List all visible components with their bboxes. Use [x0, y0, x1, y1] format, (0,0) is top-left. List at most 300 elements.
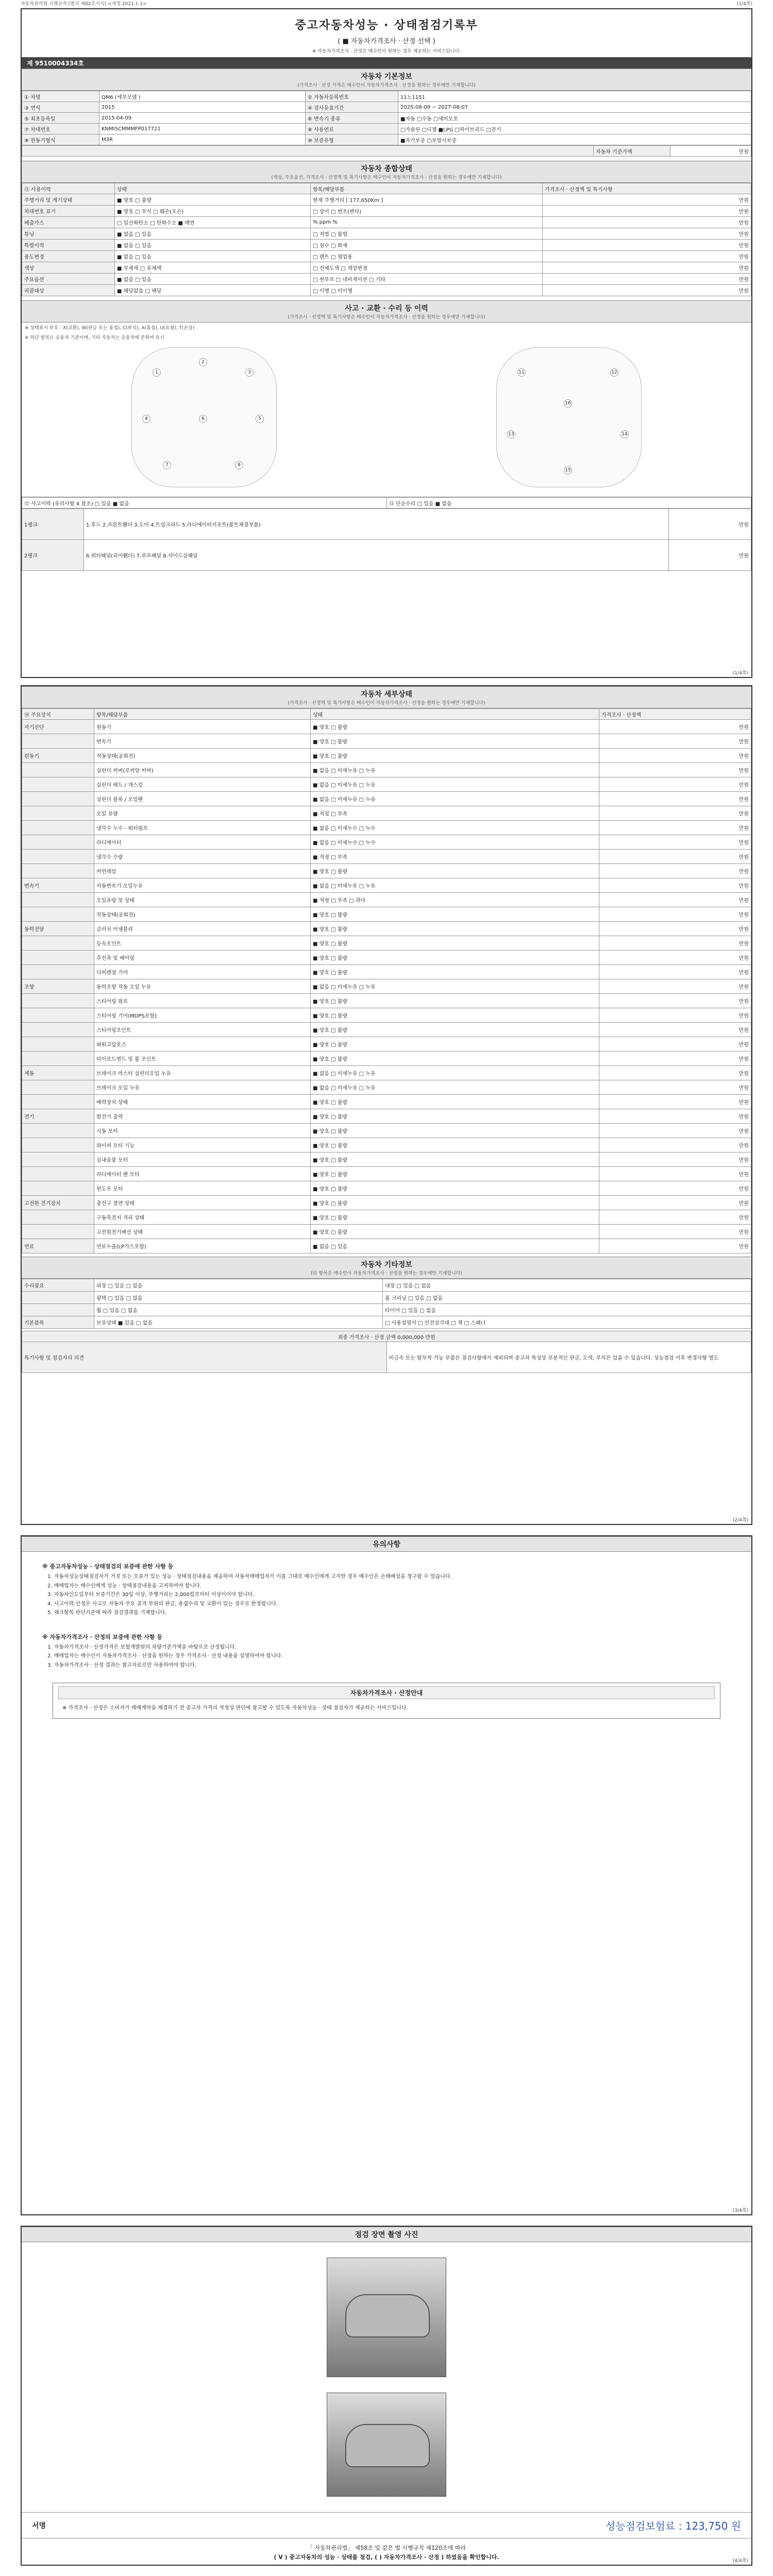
detail-status-row	[22, 1095, 751, 1109]
detail-price: 만원	[599, 792, 751, 806]
car-frame-view-right: 11 12 16 13 14 15	[496, 347, 642, 487]
detail-part: 냉각수 수량	[94, 850, 311, 864]
accident-legend: ※ 상태표시 부호 : X(교환), W(판금 또는 용접), C(부식), A(흠집), U(요철), T(손상)	[25, 326, 195, 331]
detail-device	[22, 864, 94, 878]
overall-status-row	[22, 251, 751, 262]
inspection-photo-2	[327, 2393, 446, 2497]
detail-part: 실린더 블록 / 오일팬	[94, 792, 311, 806]
detail-status-row	[22, 1153, 751, 1167]
overall-state: ■ 양호 □ 부식 □ 훼손(오손)	[115, 206, 311, 217]
simple-repair-value: ⑬ 단순수리 □ 있음 ■ 없음	[386, 498, 751, 509]
detail-price: 만원	[599, 994, 751, 1008]
detail-state: ■ 양호 □ 불량	[311, 1210, 599, 1225]
final-opinion: 최종 가격조사 · 산정 금액 0,000,000 만원 특기사항 및 점검자의 의견 비금속 또는 탈부착 가능 부품은 점검사항에서 제외되며 중고차 특성상 부분적인 판금, 도색, 부식은 있을 수 있습니다. 성능점검 이후 변경사항 별도	[22, 1331, 751, 1373]
basic-info-row	[22, 113, 751, 124]
detail-part: 고전원전기배선 상태	[94, 1225, 311, 1239]
overall-part: □ 상이 □ 변조(변타)	[311, 206, 543, 217]
overall-status-row	[22, 206, 751, 217]
detail-part: 구동축전지 격리 상태	[94, 1210, 311, 1225]
detail-device	[22, 1153, 94, 1167]
detail-device	[22, 763, 94, 777]
detail-price: 만원	[599, 907, 751, 922]
detail-status-row	[22, 1023, 751, 1037]
detail-status-row	[22, 821, 751, 835]
detail-price: 만원	[599, 936, 751, 951]
overall-part: □ 침수 □ 화재	[311, 240, 543, 251]
detail-price: 만원	[599, 821, 751, 835]
detail-price: 만원	[599, 835, 751, 850]
detail-state: ■ 없음 □ 미세누유 □ 누유	[311, 878, 599, 893]
notes-section-2-title: ※ 자동차가격조사 · 산정의 보증에 관한 사항 등	[42, 1633, 162, 1640]
detail-price: 만원	[599, 1052, 751, 1066]
detail-status-row	[22, 979, 751, 994]
price-guide-box	[53, 1683, 720, 1719]
other-item: 광택 □ 있음 □ 없음	[94, 1292, 383, 1304]
detail-col-header: 상태	[311, 709, 599, 720]
detail-state: ■ 양호 □ 불량	[311, 1109, 599, 1124]
detail-part: 오일 유량	[94, 806, 311, 821]
detail-status-row	[22, 951, 751, 965]
rank2-label: 2랭크	[22, 540, 84, 571]
overall-item-label: 리콜대상	[22, 285, 115, 296]
detail-price: 만원	[599, 893, 751, 907]
basic-label: ⑥ 변속기 종류	[306, 113, 398, 124]
detail-state: ■ 적정 □ 부족	[311, 850, 599, 864]
detail-status-row	[22, 1052, 751, 1066]
other-item: 룸 크리닝 □ 있음 □ 없음	[383, 1292, 751, 1304]
detail-price: 만원	[599, 1138, 751, 1153]
detail-state: ■ 양호 □ 불량	[311, 720, 599, 734]
notes-item: 2. 매매업자는 매수인이 자동차가격조사 · 산정을 원하는 경우 가격조사 · 산정 내용을 설명하여야 합니다.	[47, 1653, 283, 1659]
detail-status-row	[22, 777, 751, 792]
detail-part: 스티어링 기어(MDPS포함)	[94, 1008, 311, 1023]
basic-label: ① 차명	[22, 91, 99, 102]
detail-state: ■ 없음 □ 미세누유 □ 누유	[311, 979, 599, 994]
basic-label: ⑤ 최초등록일	[22, 113, 99, 124]
detail-state: ■ 적정 □ 부족 □ 과다	[311, 893, 599, 907]
detail-state: ■ 없음 □ 미세누유 □ 누유	[311, 1080, 599, 1095]
overall-status-row	[22, 194, 751, 206]
form-reference: 자동차관리법 시행규칙 [별지 제82호서식] <개정 2021.1.1>	[21, 2, 147, 7]
footer-certification: 「 자동차관리법」 제58조 및 같은 법 시행규칙 제120조에 따라 ( V ) 중고자동차의 성능 · 상태를 점검, ( ) 자동차가격조사 · 산정 ) 하였음을 확인합니다.	[274, 2545, 499, 2561]
other-item: □ 사용설명서 □ 안전삼각대 □ 잭 □ 스패너	[383, 1316, 751, 1329]
overall-status-table	[22, 183, 751, 296]
detail-device	[22, 1008, 94, 1023]
detail-device	[22, 994, 94, 1008]
detail-state: ■ 없음 □ 미세누유 □ 누유	[311, 777, 599, 792]
notes-section-1-title: ※ 중고자동차성능 · 상태점검의 보증에 관한 사항 등	[42, 1563, 174, 1570]
detail-col-header: 가격조사 · 산정액	[599, 709, 751, 720]
detail-price: 만원	[599, 878, 751, 893]
detail-status-row	[22, 1066, 751, 1080]
signature-label: 서명	[32, 2521, 46, 2530]
detail-part: 파워고압호스	[94, 1037, 311, 1052]
detail-status-row	[22, 1167, 751, 1181]
other-item: 타이어 □ 있음 □ 없음	[383, 1304, 751, 1316]
detail-status-row	[22, 806, 751, 821]
detail-part: 작동상태(공회전)	[94, 749, 311, 763]
basic-label: ⑧ 사용연료	[306, 124, 398, 134]
car-diagram	[22, 342, 751, 497]
detail-state: ■ 양호 □ 불량	[311, 965, 599, 979]
detail-price: 만원	[599, 777, 751, 792]
detail-part: 오일유량 및 상태	[94, 893, 311, 907]
detail-device	[22, 1124, 94, 1138]
detail-status-row	[22, 763, 751, 777]
detail-price: 만원	[599, 850, 751, 864]
overall-status-row	[22, 285, 751, 296]
basic-label: ⑨ 원동기형식	[22, 134, 99, 145]
detail-state: ■ 양호 □ 불량	[311, 1167, 599, 1181]
overall-item-label: 특별이력	[22, 240, 115, 251]
detail-device: 제동	[22, 1066, 94, 1080]
overall-price: 만원	[543, 240, 751, 251]
other-info-row	[22, 1292, 751, 1304]
detail-price: 만원	[599, 1124, 751, 1138]
detail-status-row	[22, 936, 751, 951]
other-item: 외장 □ 있음 □ 없음	[94, 1279, 383, 1292]
detail-device: 전기	[22, 1109, 94, 1124]
notes-item: 3. 자동차가격조사 · 산정 결과는 참고자료로만 사용하여야 합니다.	[47, 1662, 197, 1668]
detail-price: 만원	[599, 1181, 751, 1196]
notes-item: 4. 사고이력 인정은 사고로 자동차 주요 골격 부위의 판금, 용접수리 및 교환이 있는 경우로 한정합니다.	[47, 1601, 278, 1607]
detail-status-row	[22, 878, 751, 893]
overall-status-row	[22, 228, 751, 240]
accident-summary	[22, 497, 751, 509]
notes-body	[22, 1552, 751, 1676]
detail-price: 만원	[599, 749, 751, 763]
detail-state: ■ 없음 □ 미세누유 □ 누유	[311, 792, 599, 806]
basic-value: 2015	[99, 102, 306, 113]
detail-device: 연료	[22, 1239, 94, 1253]
detail-device	[22, 821, 94, 835]
detail-status-row	[22, 734, 751, 749]
detail-price: 만원	[599, 1023, 751, 1037]
other-item: 휠 □ 있음 □ 없음	[94, 1304, 383, 1316]
rank1-items: 1.후드 2.프론트휀더 3.도어 4.트렁크리드 5.라디에이터서포트(볼트체결부품)	[84, 509, 669, 540]
detail-part: 스티어링 펌프	[94, 994, 311, 1008]
overall-price: 만원	[543, 274, 751, 285]
detail-status-row	[22, 1181, 751, 1196]
detail-part: 브레이크 마스터 실린더오일 누유	[94, 1066, 311, 1080]
basic-label: ⑩ 보증유형	[306, 134, 398, 145]
basic-info-table	[22, 91, 751, 145]
basic-value: 2015-04-09	[99, 113, 306, 124]
page-indicator: (1/4쪽)	[736, 2, 752, 7]
other-info-row	[22, 1279, 751, 1292]
page-2	[21, 685, 752, 1525]
detail-state: ■ 없음 □ 미세누유 □ 누유	[311, 1066, 599, 1080]
detail-part: 타이로드엔드 및 볼 조인트	[94, 1052, 311, 1066]
inspection-photo-1	[327, 2258, 446, 2377]
overall-item-label: 색상	[22, 262, 115, 274]
detail-state: ■ 양호 □ 불량	[311, 749, 599, 763]
other-item: 보유상태 ■ 있음 □ 없음	[94, 1316, 383, 1329]
detail-price: 만원	[599, 1037, 751, 1052]
detail-price: 만원	[599, 864, 751, 878]
basic-info-header: 자동차 기본정보 (가격조사 · 산정 가격은 매수인이 자동차가격조사 · 산정을 원하는 경우에만 기재합니다)	[22, 69, 751, 91]
detail-part: 클러치 어셈블리	[94, 922, 311, 936]
detail-price: 만원	[599, 1196, 751, 1210]
basic-label: ④ 검사유효기간	[306, 102, 398, 113]
overall-part: □ 렌트 □ 영업용	[311, 251, 543, 262]
detail-part: 와이퍼 모터 기능	[94, 1138, 311, 1153]
detail-state: ■ 적정 □ 부족	[311, 806, 599, 821]
overall-col-header: 가격조사 · 산정액 및 특기사항	[543, 183, 751, 194]
page-1	[21, 8, 752, 678]
detail-status-row	[22, 835, 751, 850]
rank2-items: 6.쿼터패널(리어휀더) 7.루프패널 8.사이드실패널	[84, 540, 669, 571]
detail-price: 만원	[599, 806, 751, 821]
detail-price: 만원	[599, 1153, 751, 1167]
overall-price: 만원	[543, 251, 751, 262]
overall-part: % ppm %	[311, 217, 543, 228]
photo-header: 점검 장면 촬영 사진	[22, 2227, 751, 2242]
detail-price: 만원	[599, 1066, 751, 1080]
detail-part: 추진축 및 베어링	[94, 951, 311, 965]
overall-part: □ 전체도색 □ 색상변경	[311, 262, 543, 274]
detail-status-row	[22, 1080, 751, 1095]
detail-part: 디퍼렌셜 기어	[94, 965, 311, 979]
overall-state: ■ 해당없음 □ 해당	[115, 285, 311, 296]
basic-info-row	[22, 134, 751, 145]
detail-state: ■ 양호 □ 불량	[311, 951, 599, 965]
detail-part: 실린더 헤드 / 개스킷	[94, 777, 311, 792]
overall-status-header: 자동차 종합상태 (색상, 주요옵션, 가격조사 · 산정액 및 특기사항은 매수인이 자동차가격조사 · 산정을 원하는 경우에만 기재합니다)	[22, 161, 751, 183]
detail-price: 만원	[599, 763, 751, 777]
basic-value: KNMISCMMMFP017721	[99, 124, 306, 134]
insurance-fee: 성능점검보험료 : 123,750 원	[605, 2520, 741, 2532]
detail-status-header: 자동차 세부상태 (가격조사 · 산정액 및 특기사항은 매수인이 자동차가격조사 · 산정을 원하는 경우에만 기재합니다)	[22, 686, 751, 708]
page-4	[21, 2226, 752, 2566]
detail-status-row	[22, 1225, 751, 1239]
page-2-number: (2/4쪽)	[732, 1518, 748, 1523]
detail-status-row	[22, 1008, 751, 1023]
detail-state: ■ 양호 □ 불량	[311, 1196, 599, 1210]
detail-col-header: ⑭ 주요장치	[22, 709, 94, 720]
notes-item: 1. 자동차가격조사 · 산정가격은 보험개발원의 차량기준가액을 바탕으로 산정됩니다.	[47, 1644, 237, 1650]
detail-part: 발전기 출력	[94, 1109, 311, 1124]
detail-state: ■ 없음 □ 미세누수 □ 누수	[311, 821, 599, 835]
detail-state: ■ 없음 □ 있음	[311, 1239, 599, 1253]
other-info-row	[22, 1304, 751, 1316]
overall-col-header: 항목/해당부품	[311, 183, 543, 194]
other-info-table	[22, 1279, 751, 1329]
detail-part: 동력조향 작동 오일 누유	[94, 979, 311, 994]
overall-state: ■ 없음 □ 있음	[115, 274, 311, 285]
other-info-header: 자동차 기타정보 (⑮ 항목은 매수인이 자동차가격조사 · 산정을 원하는 경우에만 기재합니다)	[22, 1257, 751, 1279]
detail-part: 연료누출(LP가스포함)	[94, 1239, 311, 1253]
basic-label: ③ 연식	[22, 102, 99, 113]
overall-part: □ 썬루프 □ 네비게이션 □ 기타	[311, 274, 543, 285]
detail-part: 변속기	[94, 734, 311, 749]
basic-price-row	[22, 145, 751, 157]
detail-price: 만원	[599, 734, 751, 749]
basic-info-row	[22, 124, 751, 134]
detail-price: 만원	[599, 1210, 751, 1225]
other-category	[22, 1292, 94, 1304]
overall-state: ■ 없음 □ 있음	[115, 228, 311, 240]
other-item: 내장 □ 있음 □ 없음	[383, 1279, 751, 1292]
basic-value: QM6 (세부모델 )	[99, 91, 306, 102]
overall-state: ■ 무채색 □ 유채색	[115, 262, 311, 274]
overall-price: 만원	[543, 285, 751, 296]
overall-col-header: 상태	[115, 183, 311, 194]
detail-status-row	[22, 720, 751, 734]
notes-header: 유의사항	[22, 1536, 751, 1552]
detail-status-row	[22, 994, 751, 1008]
detail-device	[22, 1225, 94, 1239]
overall-price: 만원	[543, 217, 751, 228]
top-bar	[21, 0, 752, 7]
overall-state: □ 일산화탄소 □ 탄화수소 ■ 매연	[115, 217, 311, 228]
basic-value: 2025-08-09 ~ 2027-08-07	[398, 102, 751, 113]
detail-price: 만원	[599, 1008, 751, 1023]
detail-state: ■ 양호 □ 불량	[311, 1153, 599, 1167]
detail-status-row	[22, 1210, 751, 1225]
detail-part: 작동상태(공회전)	[94, 907, 311, 922]
notes-item: 3. 자동차인도일부터 보증기간은 30일 이상, 주행거리는 2,000킬로미터 이상이어야 합니다.	[47, 1592, 255, 1598]
detail-status-row	[22, 893, 751, 907]
final-price-value: 0,000,000 만원	[397, 1334, 435, 1341]
overall-status-row	[22, 240, 751, 251]
detail-part: 충전구 절연 상태	[94, 1196, 311, 1210]
detail-price: 만원	[599, 965, 751, 979]
detail-device: 고전원 전기장치	[22, 1196, 94, 1210]
detail-price: 만원	[599, 951, 751, 965]
accident-ranks: 1랭크 1.후드 2.프론트휀더 3.도어 4.트렁크리드 5.라디에이터서포트(볼트체결부품) 만원 2랭크 6.쿼터패널(리어휀더) 7.루프패널 8.사이드실패널 만원	[22, 509, 751, 571]
detail-device	[22, 1210, 94, 1225]
notes-item: 1. 자동차성능상태점검자가 거짓 또는 오류가 있는 성능 · 상태점검내용을 제공하여 자동차매매업자가 이를 그대로 매수인에게 고지한 경우 매수인은 손해배상을 청구할 수 있습니다.	[47, 1574, 452, 1580]
detail-status-row	[22, 749, 751, 763]
detail-price: 만원	[599, 979, 751, 994]
detail-part: 브레이크 오일 누유	[94, 1080, 311, 1095]
overall-state: ■ 양호 □ 불량	[115, 194, 311, 206]
detail-state: ■ 양호 □ 불량	[311, 1225, 599, 1239]
accident-history-header: 사고 · 교환 · 수리 등 이력 (가격조사 · 산정액 및 특기사항은 매수인이 자동차가격조사 · 산정을 원하는 경우에만 기재합니다)	[22, 300, 751, 323]
detail-device	[22, 835, 94, 850]
detail-part: 라디에이터 팬 모터	[94, 1167, 311, 1181]
basic-value: ■자가보증 □보험사보증	[398, 134, 751, 145]
detail-device	[22, 893, 94, 907]
overall-item-label: 배출가스	[22, 217, 115, 228]
detail-part: 시동 모터	[94, 1124, 311, 1138]
base-price-unit: 만원	[670, 146, 751, 157]
detail-state: ■ 양호 □ 불량	[311, 1124, 599, 1138]
overall-state: ■ 없음 □ 있음	[115, 240, 311, 251]
detail-price: 만원	[599, 1167, 751, 1181]
other-category: 수리필요	[22, 1279, 94, 1292]
notes-item: 5. 체크항목 판단기준에 따라 점검결과를 기재합니다.	[47, 1610, 167, 1616]
basic-value: 11노1151	[398, 91, 751, 102]
detail-device	[22, 1138, 94, 1153]
detail-status-row	[22, 922, 751, 936]
page-1-number: (1/4쪽)	[732, 671, 748, 676]
overall-price: 만원	[543, 228, 751, 240]
detail-state: ■ 양호 □ 불량	[311, 922, 599, 936]
detail-state: ■ 없음 □ 미세누유 □ 누유	[311, 763, 599, 777]
detail-device: 자기진단	[22, 720, 94, 734]
detail-state: ■ 양호 □ 불량	[311, 1008, 599, 1023]
detail-device	[22, 1037, 94, 1052]
overall-price: 만원	[543, 194, 751, 206]
detail-state: ■ 양호 □ 불량	[311, 734, 599, 749]
opinion-label: 특기사항 및 점검자의 의견	[22, 1342, 387, 1373]
overall-col-header: ⑪ 사용이력	[22, 183, 115, 194]
detail-device	[22, 734, 94, 749]
overall-state: ■ 없음 □ 있음	[115, 251, 311, 262]
detail-device	[22, 951, 94, 965]
document-note: ※ 자동차가격조사 · 산정은 매수인이 원하는 경우 제공하는 서비스입니다.	[312, 49, 461, 54]
detail-price: 만원	[599, 922, 751, 936]
page-4-number: (4/4쪽)	[732, 2558, 748, 2564]
overall-item-label: 차대번호 표기	[22, 206, 115, 217]
detail-state: ■ 양호 □ 불량	[311, 1181, 599, 1196]
basic-value: M3R	[99, 134, 306, 145]
detail-part: 라디에이터	[94, 835, 311, 850]
base-price-label: 자동차 기준가액	[594, 146, 670, 157]
detail-device: 동력전달	[22, 922, 94, 936]
overall-part: □ 적법 □ 불법	[311, 228, 543, 240]
detail-device	[22, 777, 94, 792]
detail-state: ■ 양호 □ 불량	[311, 1138, 599, 1153]
detail-part: 커먼레일	[94, 864, 311, 878]
detail-part: 윈도우 모터	[94, 1181, 311, 1196]
detail-part: 원동기	[94, 720, 311, 734]
detail-device	[22, 965, 94, 979]
page-3-number: (3/4쪽)	[732, 2208, 748, 2213]
detail-status-row	[22, 1037, 751, 1052]
detail-price: 만원	[599, 1239, 751, 1253]
opinion-text: 비금속 또는 탈부착 가능 부품은 점검사항에서 제외되며 중고차 특성상 부분적인 판금, 도색, 부식은 있을 수 있습니다. 성능점검 이후 변경사항 별도	[386, 1342, 751, 1373]
detail-status-row	[22, 1239, 751, 1253]
detail-device	[22, 1052, 94, 1066]
detail-device	[22, 1095, 94, 1109]
signature-row	[22, 2512, 751, 2538]
detail-device: 조향	[22, 979, 94, 994]
detail-state: ■ 양호 □ 불량	[311, 864, 599, 878]
price-guide-title: 자동차가격조사 · 산정안내	[58, 1686, 715, 1699]
detail-price: 만원	[599, 1080, 751, 1095]
detail-state: ■ 양호 □ 불량	[311, 1095, 599, 1109]
overall-status-row	[22, 217, 751, 228]
basic-value: ■자동 □수동 □세미오토	[398, 113, 751, 124]
rank1-label: 1랭크	[22, 509, 84, 540]
detail-status-table	[22, 708, 751, 1253]
accident-history-value: ⑫ 사고이력 (유의사항 4 참조) □ 있음 ■ 없음	[22, 498, 387, 509]
basic-label: ⑦ 차대번호	[22, 124, 99, 134]
overall-item-label: 용도변경	[22, 251, 115, 262]
detail-status-row	[22, 792, 751, 806]
notes-item: 2. 매매업자는 매수인에게 성능 · 상태점검내용을 고지하여야 합니다.	[47, 1583, 201, 1589]
detail-status-row	[22, 1109, 751, 1124]
detail-price: 만원	[599, 720, 751, 734]
detail-part: 등속조인트	[94, 936, 311, 951]
overall-item-label: 주요옵션	[22, 274, 115, 285]
detail-device	[22, 792, 94, 806]
detail-device: 원동기	[22, 749, 94, 763]
overall-part: 현재 주행거리 [ 177,650Km ]	[311, 194, 543, 206]
other-category: 기본품목	[22, 1316, 94, 1329]
detail-col-header: 항목/해당부품	[94, 709, 311, 720]
detail-state: ■ 양호 □ 불량	[311, 1052, 599, 1066]
detail-device	[22, 806, 94, 821]
detail-status-row	[22, 1124, 751, 1138]
overall-item-label: 튜닝	[22, 228, 115, 240]
detail-device	[22, 1167, 94, 1181]
document-subtitle: ( ■ 자동차가격조사 · 산정 선택 )	[338, 38, 435, 45]
other-info-row	[22, 1316, 751, 1329]
